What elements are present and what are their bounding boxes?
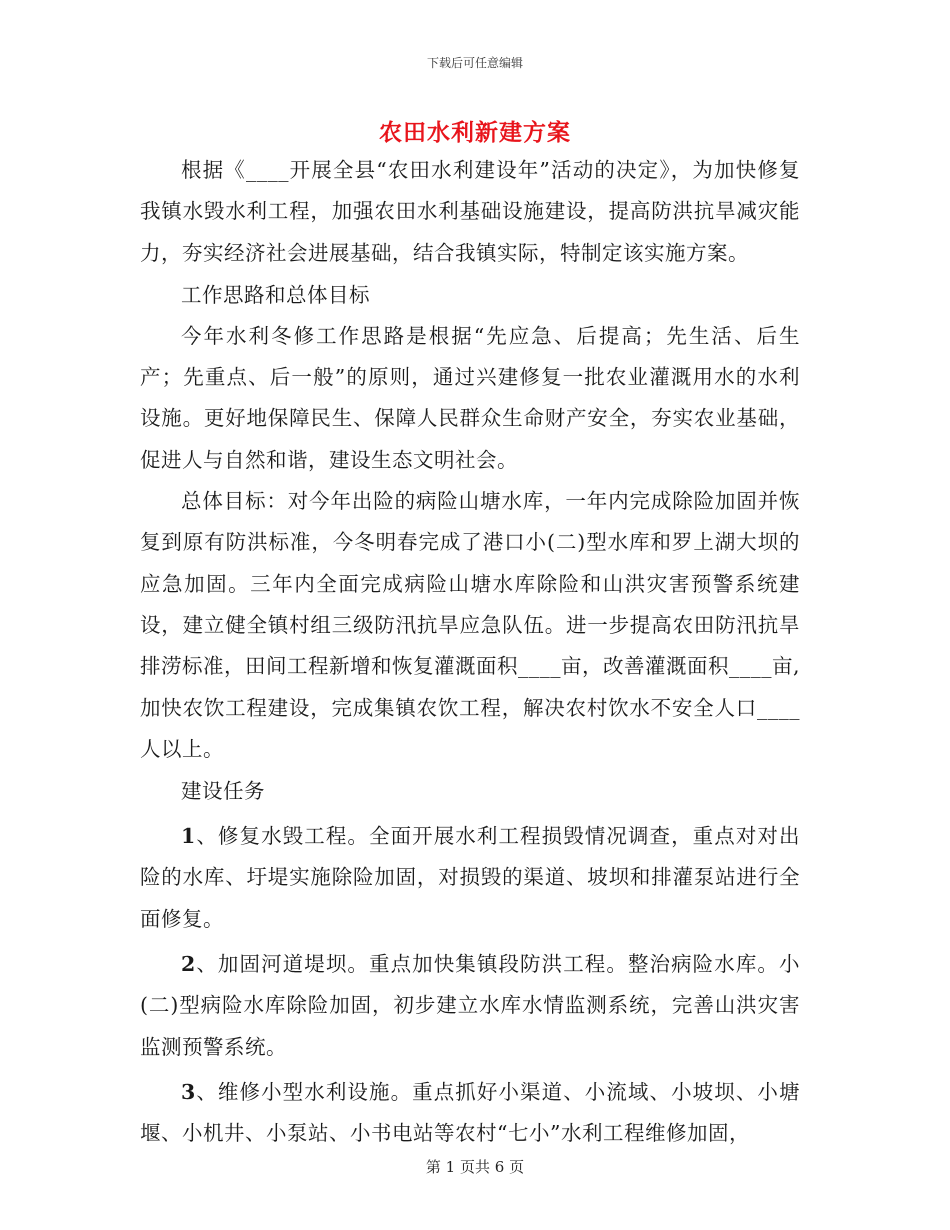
intro-paragraph: 根据《____开展全县“农田水利建设年”活动的决定》，为加快修复我镇水毁水利工程，加强农田水利基础设施建设，提高防洪抗旱减灾能力，夯实经济社会进展基础，结合我镇实际，特制定该实施方案。 bbox=[140, 158, 800, 265]
task-text: 、维修小型水利设施。重点抓好小渠道、小流域、小坡坝、小塘堰、小机井、小泵站、小书电站等农村“七小”水利工程维修加固， bbox=[140, 1079, 800, 1146]
header-note: 下载后可任意编辑 bbox=[426, 56, 523, 70]
task-item-3 bbox=[140, 1072, 800, 1155]
section-heading-goals: 工作思路和总体目标 bbox=[181, 282, 370, 307]
document-body bbox=[140, 150, 800, 1155]
task-text: 、加固河道堤坝。重点加快集镇段防洪工程。整治病险水库。小(二)型病险水库除险加固，初步建立水库水情监测系统，完善山洪灾害监测预警系统。 bbox=[140, 952, 800, 1059]
task-number: 2 bbox=[181, 952, 196, 977]
page-footer: 第 1 页共 6 页 bbox=[425, 1158, 525, 1176]
task-item-2 bbox=[140, 944, 800, 1068]
section-heading-tasks: 建设任务 bbox=[181, 779, 265, 804]
work-approach-paragraph: 今年水利冬修工作思路是根据“先应急、后提高；先生活、后生产；先重点、后一般”的原则，通过兴建修复一批农业灌溉用水的水利设施。更好地保障民生、保障人民群众生命财产安全，夯实农业基础，促进人与自然和谐，建设生态文明社会。 bbox=[140, 323, 800, 472]
document-title: 农田水利新建方案 bbox=[379, 120, 571, 146]
task-text: 、修复水毁工程。全面开展水利工程损毁情况调查，重点对对出险的水库、圩堤实施除险加固，对损毁的渠道、坡坝和排灌泵站进行全面修复。 bbox=[140, 824, 800, 931]
task-item-1 bbox=[140, 816, 800, 940]
task-number: 1 bbox=[181, 824, 196, 849]
task-number: 3 bbox=[181, 1079, 196, 1104]
overall-goal-paragraph: 总体目标：对今年出险的病险山塘水库，一年内完成除险加固并恢复到原有防洪标准，今冬明春完成了港口小(二)型水库和罗上湖大坝的应急加固。三年内全面完成病险山塘水库除险和山洪灾害预警系统建设，建立健全镇村组三级防汛抗旱应急队伍。进一步提高农田防汛抗旱排涝标准，田间工程新增和恢复灌溉面积____亩，改善灌溉面积____亩,加快农饮工程建设，完成集镇农饮工程，解决农村饮水不安全人口____人以上。 bbox=[140, 489, 801, 761]
